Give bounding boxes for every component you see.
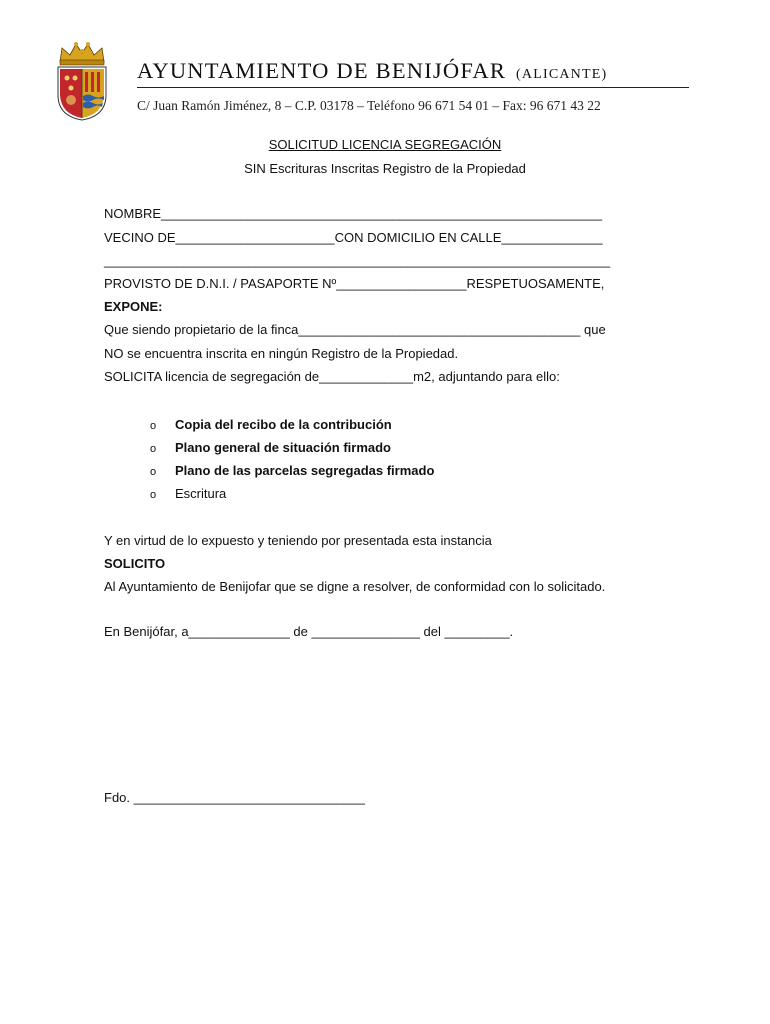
signature-line[interactable]: Fdo. ________________________________: [104, 790, 365, 805]
expone-line-2: NO se encuentra inscrita en ningún Registro de la Propiedad.: [104, 346, 459, 361]
nombre-field[interactable]: NOMBRE_____________________________________________________________: [104, 206, 603, 221]
bullet-icon: o: [150, 466, 157, 478]
expone-line-1[interactable]: Que siendo propietario de la finca_______________________________________ que: [104, 322, 606, 337]
attachment-label: Plano general de situación firmado: [175, 440, 391, 455]
bullet-icon: o: [150, 489, 157, 501]
coat-of-arms-icon: [54, 40, 110, 122]
solicito-text: Al Ayuntamiento de Benijofar que se digne a resolver, de conformidad con lo solicitado.: [104, 579, 606, 594]
attachment-label: Copia del recibo de la contribución: [175, 417, 392, 432]
dni-field[interactable]: PROVISTO DE D.N.I. / PASAPORTE Nº__________________RESPETUOSAMENTE,: [104, 276, 605, 291]
closing-intro: Y en virtud de lo expuesto y teniendo por presentada esta instancia: [104, 533, 492, 548]
list-item: [150, 417, 434, 440]
attachments-list: [150, 417, 434, 509]
document-subheading: SIN Escrituras Inscritas Registro de la Propiedad: [244, 161, 526, 176]
council-title: AYUNTAMIENTO DE BENIJÓFAR: [137, 58, 507, 83]
date-line[interactable]: En Benijófar, a______________ de _______________ del _________.: [104, 624, 514, 639]
document-heading: SOLICITUD LICENCIA SEGREGACIÓN: [268, 137, 502, 152]
solicito-label: SOLICITO: [104, 556, 166, 571]
list-item: [150, 440, 434, 463]
province-label: (ALICANTE): [516, 67, 608, 82]
solicita-line[interactable]: SOLICITA licencia de segregación de_____________m2, adjuntando para ello:: [104, 369, 560, 384]
attachment-label: Escritura: [175, 486, 227, 501]
header-title-block: [137, 58, 607, 84]
expone-label: EXPONE:: [104, 299, 163, 314]
vecino-field[interactable]: VECINO DE______________________CON DOMICILIO EN CALLE______________: [104, 230, 603, 245]
address-blank-line[interactable]: ______________________________________________________________________: [104, 253, 611, 268]
council-address: C/ Juan Ramón Jiménez, 8 – C.P. 03178 – Teléfono 96 671 54 01 – Fax: 96 671 43 22: [137, 98, 601, 113]
bullet-icon: o: [150, 420, 157, 432]
bullet-icon: o: [150, 443, 157, 455]
list-item: [150, 463, 434, 486]
attachment-label: Plano de las parcelas segregadas firmado: [175, 463, 435, 478]
list-item: [150, 486, 434, 509]
header-divider: [137, 87, 689, 88]
